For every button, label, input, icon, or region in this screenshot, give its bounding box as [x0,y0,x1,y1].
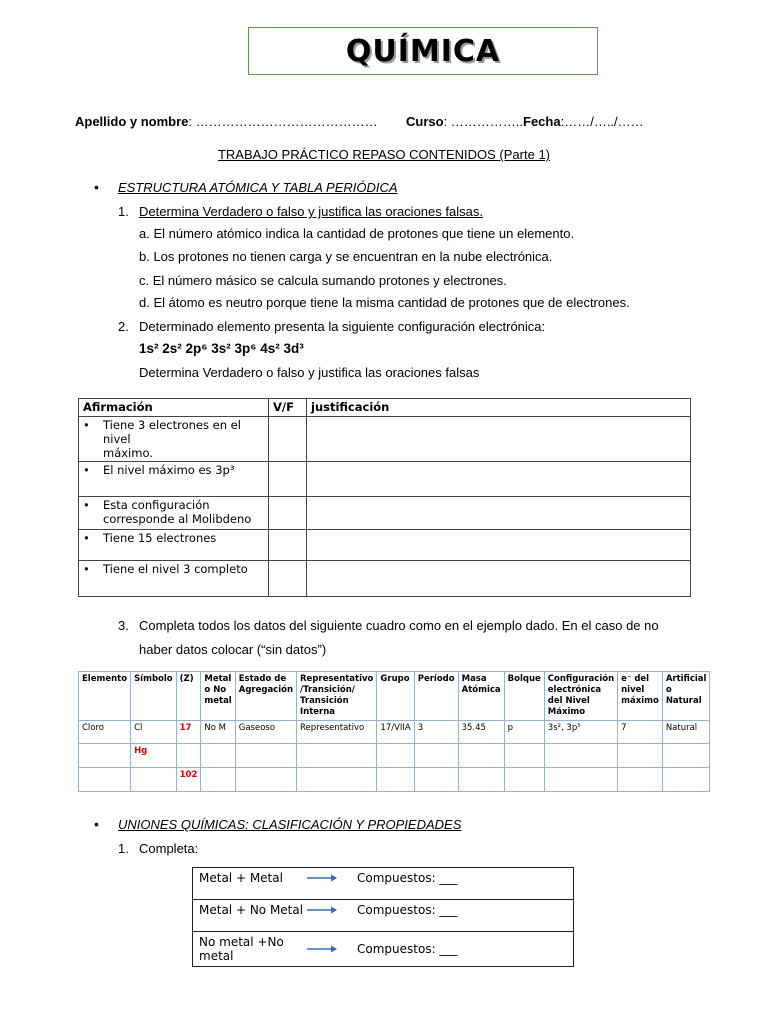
cell[interactable] [297,768,377,792]
affirmation-text: Tiene 3 electrones en el nivel [103,418,241,446]
table-row [79,561,691,597]
bullet-icon: • [83,498,90,512]
affirmation-text: Esta configuración [103,498,210,512]
vf-cell[interactable] [269,530,307,561]
cell[interactable] [235,768,296,792]
cell[interactable] [662,768,710,792]
cell: Hg [131,744,177,768]
header-affirmation: Afirmación [79,399,269,417]
affirmation-cell [79,561,269,597]
table-row [79,530,691,561]
cell: 35.45 [458,721,504,744]
table-row [193,900,574,932]
compound-blank: Compuestos: ___ [357,942,458,956]
cell[interactable] [544,744,617,768]
bond-label: No metal +No metal [199,935,284,963]
cell[interactable] [618,744,663,768]
bond-cell [193,932,574,967]
bonds-table [192,867,574,967]
q2-number: 2. [118,319,129,334]
bond-cell [193,900,574,932]
cell[interactable] [79,768,131,792]
cell[interactable] [377,744,414,768]
header-justification: justificación [307,399,691,417]
header-element: Elemento [79,672,131,721]
cell[interactable] [201,744,235,768]
header-configuration: Configuración electrónica del Nivel Máximo [544,672,617,721]
affirmation-cell [79,497,269,530]
header-z: (Z) [176,672,201,721]
q1-item-d: d. El átomo es neutro porque tiene la misma cantidad de protones que de electrones. [139,295,630,310]
arrow-right-icon [307,906,357,914]
table-header-row [79,672,710,721]
bond-label: Metal + No Metal [199,903,304,917]
s2-q1-text: Completa: [139,841,199,856]
cell: Natural [662,721,710,744]
q3-number: 3. [118,618,129,633]
vf-cell[interactable] [269,561,307,597]
vf-cell[interactable] [269,497,307,530]
cell: p [504,721,544,744]
section2-title: UNIONES QUÍMICAS: CLASIFICACIÓN Y PROPIEDADES [118,817,462,832]
bond-label: Metal + Metal [199,871,283,885]
q2-text: Determinado elemento presenta la siguiente configuración electrónica: [139,319,546,334]
affirmation-cell [79,417,269,462]
cell: 17 [176,721,201,744]
affirmation-text: Tiene el nivel 3 completo [103,562,248,576]
name-field [75,114,378,129]
cell: No M [201,721,235,744]
cell[interactable] [544,768,617,792]
cell[interactable] [414,744,458,768]
header-type: Representativo /Transición/ Transición Interna [297,672,377,721]
vf-cell[interactable] [269,462,307,497]
bullet-icon: • [83,418,90,432]
q1-text: Determina Verdadero o falso y justifica las oraciones falsas. [139,204,483,219]
affirmation-text: El nivel máximo es 3p³ [103,463,235,477]
cell[interactable] [131,768,177,792]
date-blank: :……/…../…… [560,114,644,129]
q2-instruction: Determina Verdadero o falso y justifica las oraciones falsas [139,365,480,380]
header-electrons: e⁻ del nivel máximo [618,672,663,721]
cell[interactable] [235,744,296,768]
cell: 102 [176,768,201,792]
cell: 17/VIIA [377,721,414,744]
header-metal: Metal o No metal [201,672,235,721]
header-mass: Masa Atómica [458,672,504,721]
bullet-icon: • [83,562,90,576]
cell: Gaseoso [235,721,296,744]
cell[interactable] [504,768,544,792]
q3-text-line1: Completa todos los datos del siguiente cuadro como en el ejemplo dado. En el caso de no [139,618,659,633]
cell[interactable] [458,768,504,792]
justification-cell[interactable] [307,417,691,462]
cell[interactable] [414,768,458,792]
cell[interactable] [662,744,710,768]
cell[interactable] [458,744,504,768]
cell[interactable] [618,768,663,792]
cell[interactable] [79,744,131,768]
compound-blank: Compuestos: ___ [357,903,458,917]
affirmation-cell [79,462,269,497]
cell: Cloro [79,721,131,744]
q1-item-c: c. El número másico se calcula sumando protones y electrones. [139,273,507,288]
affirmation-text: corresponde al Molibdeno [103,512,252,526]
table-row [79,744,710,768]
name-label: Apellido y nombre [75,114,189,129]
true-false-table [78,398,691,597]
bullet-icon: • [83,463,90,477]
cell: Cl [131,721,177,744]
q3-text-line2: haber datos colocar (“sin datos”) [139,642,327,657]
table-row [79,768,710,792]
cell[interactable] [297,744,377,768]
q1-number: 1. [118,204,129,219]
affirmation-text: Tiene 15 electrones [103,531,217,545]
affirmation-cell [79,530,269,561]
justification-cell[interactable] [307,530,691,561]
header-group: Grupo [377,672,414,721]
vf-cell[interactable] [269,417,307,462]
date-label: Fecha [523,114,561,129]
justification-cell[interactable] [307,462,691,497]
header-block: Bolque [504,672,544,721]
cell: 7 [618,721,663,744]
header-vf: V/F [269,399,307,417]
cell: Representativo [297,721,377,744]
name-blank: : …………………………………… [188,114,378,129]
section1-title: ESTRUCTURA ATÓMICA Y TABLA PERIÓDICA [118,180,398,195]
table-row [193,868,574,900]
header-period: Período [414,672,458,721]
header-origin: Artificial o Natural [662,672,710,721]
arrow-right-icon [307,945,357,953]
table-row [193,932,574,967]
justification-cell[interactable] [307,561,691,597]
header-symbol: Símbolo [131,672,177,721]
course-date-field [406,114,644,129]
element-data-table [78,671,710,792]
bullet-icon: • [83,531,90,545]
bullet-icon: • [94,179,99,195]
cell: 3 [414,721,458,744]
cell[interactable] [504,744,544,768]
subtitle: TRABAJO PRÁCTICO REPASO CONTENIDOS (Parte 1) [217,147,551,162]
table-row [79,462,691,497]
affirmation-text: máximo. [103,446,153,460]
cell[interactable] [377,768,414,792]
page-title: QUÍMICA [345,33,501,69]
course-label: Curso [406,114,444,129]
electron-configuration: 1s² 2s² 2p⁶ 3s² 3p⁶ 4s² 3d³ [139,341,304,356]
title-box [248,27,598,75]
table-row [79,497,691,530]
arrow-right-icon [307,874,357,882]
cell[interactable] [176,744,201,768]
table-row [79,721,710,744]
q1-item-b: b. Los protones no tienen carga y se encuentran en la nube electrónica. [139,249,553,264]
s2-q1-number: 1. [118,841,129,856]
cell[interactable] [201,768,235,792]
bond-cell [193,868,574,900]
course-blank: : …………….. [443,114,524,129]
justification-cell[interactable] [307,497,691,530]
header-state: Estado de Agregación [235,672,296,721]
table-row [79,417,691,462]
bullet-icon: • [94,816,99,832]
cell: 3s², 3p⁵ [544,721,617,744]
table-header-row [79,399,691,417]
q1-item-a: a. El número atómico indica la cantidad de protones que tiene un elemento. [139,226,575,241]
compound-blank: Compuestos: ___ [357,871,458,885]
